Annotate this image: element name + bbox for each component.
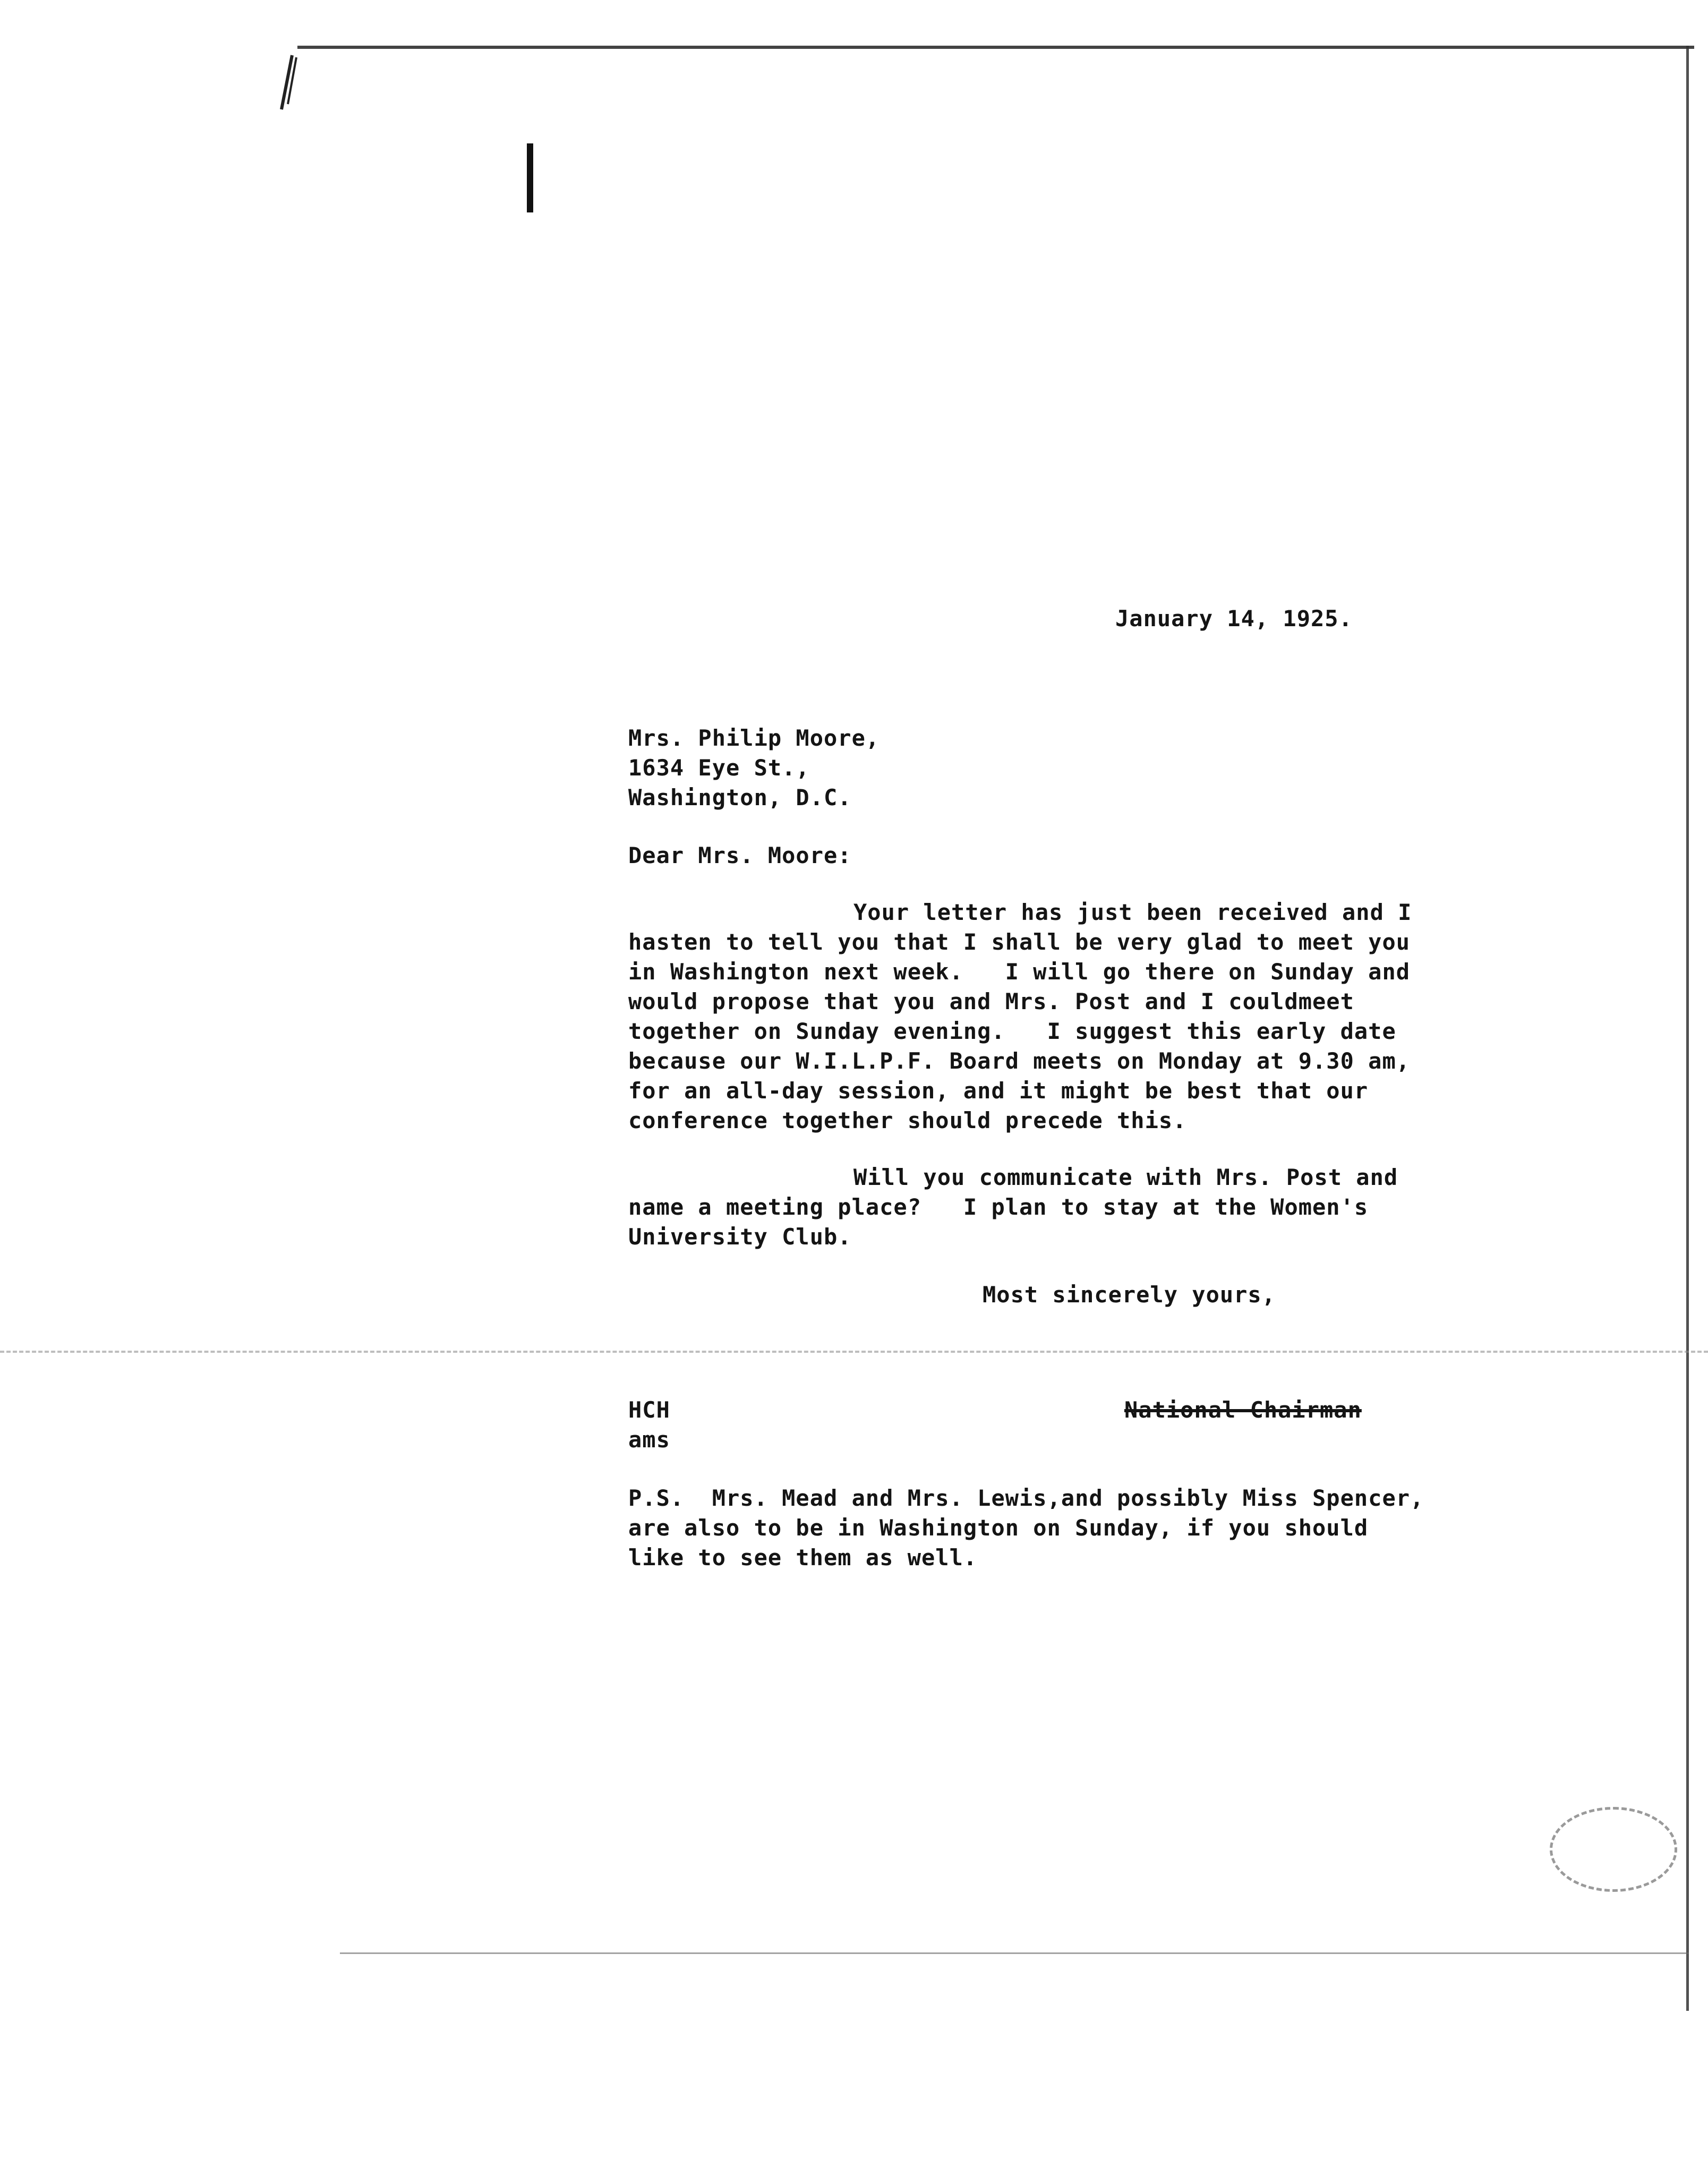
recipient-street: 1634 Eye St.,	[628, 755, 810, 781]
body-line: for an all-day session, and it might be best that our	[628, 1078, 1369, 1104]
body-line: together on Sunday evening. I suggest this early date	[628, 1018, 1396, 1044]
body-line: name a meeting place? I plan to stay at the Women's	[628, 1194, 1369, 1220]
recipient-name: Mrs. Philip Moore,	[628, 725, 880, 751]
body-line: because our W.I.L.P.F. Board meets on Monday at 9.30 am,	[628, 1048, 1411, 1074]
typist-initials: ams	[628, 1427, 670, 1453]
body-line: hasten to tell you that I shall be very glad to meet you	[628, 929, 1411, 955]
postscript-line: like to see them as well.	[628, 1545, 978, 1571]
faint-stamp	[1550, 1807, 1677, 1892]
complimentary-close: Most sincerely yours,	[983, 1282, 1276, 1308]
body-line: in Washington next week. I will go there on Sunday and	[628, 959, 1411, 985]
corner-pencil-mark	[276, 53, 297, 112]
signature-title-struck: National Chairman	[1124, 1397, 1362, 1423]
body-line: University Club.	[628, 1224, 852, 1250]
page-top-edge	[297, 46, 1694, 49]
body-line: Will you communicate with Mrs. Post and	[853, 1164, 1398, 1190]
author-initials: HCH	[628, 1397, 670, 1423]
page-bottom-edge	[340, 1952, 1689, 1954]
body-line: conference together should precede this.	[628, 1107, 1187, 1133]
margin-tick-mark	[527, 143, 533, 212]
salutation: Dear Mrs. Moore:	[628, 842, 852, 868]
body-line: Your letter has just been received and I	[853, 899, 1412, 925]
postscript-line: are also to be in Washington on Sunday, if you should	[628, 1515, 1369, 1541]
page-right-edge	[1686, 46, 1689, 2011]
postscript-line: P.S. Mrs. Mead and Mrs. Lewis,and possibly Miss Spencer,	[628, 1485, 1424, 1511]
letter-date: January 14, 1925.	[1115, 605, 1353, 632]
fold-line	[0, 1351, 1708, 1353]
body-line: would propose that you and Mrs. Post and I couldmeet	[628, 988, 1354, 1014]
recipient-city: Washington, D.C.	[628, 784, 852, 811]
